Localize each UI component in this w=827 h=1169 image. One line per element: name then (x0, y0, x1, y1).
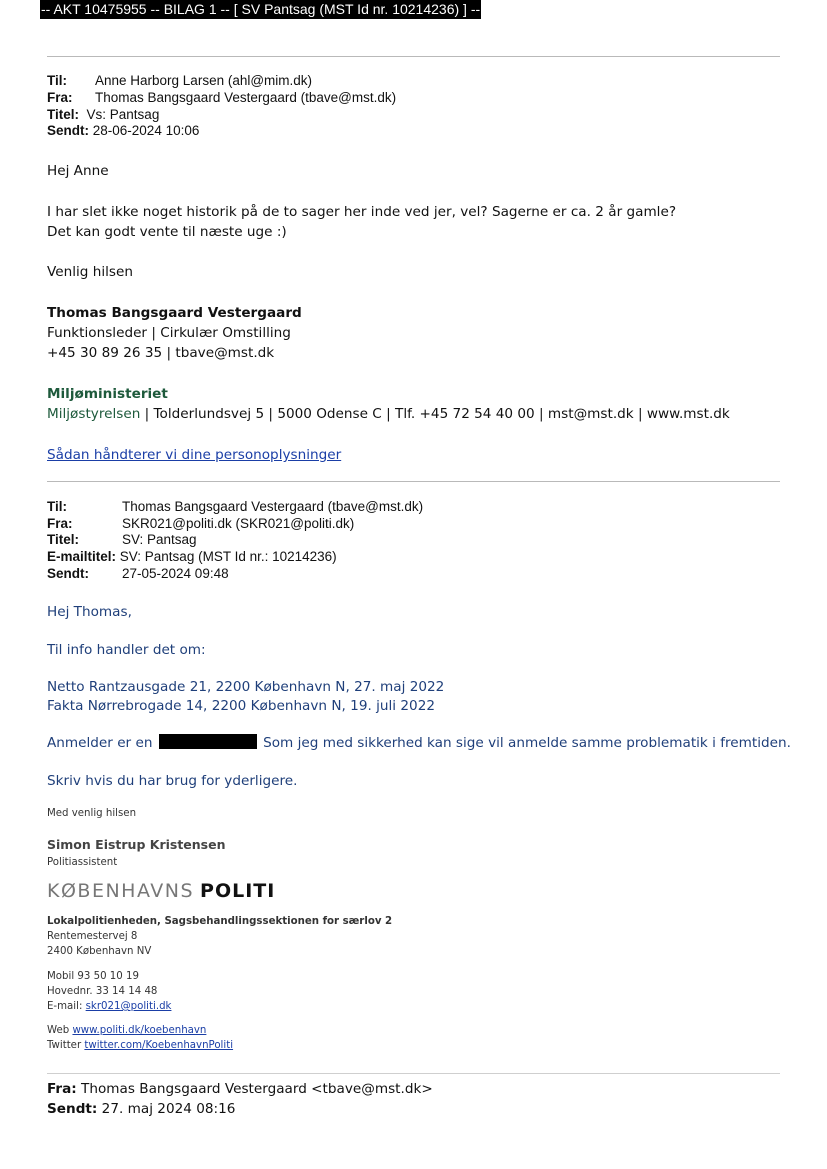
unit-name: Lokalpolitienheden, Sagsbehandlingssektionen for særlov 2 (47, 916, 393, 927)
email1-to-row (47, 73, 312, 90)
email2-sent-row (47, 566, 229, 583)
web-line (47, 1024, 206, 1037)
email-line (47, 1000, 171, 1013)
org-name: Miljøministeriet (47, 386, 168, 402)
email1-closing: Venlig hilsen (47, 264, 133, 280)
web-link[interactable]: www.politi.dk/koebenhavn (72, 1025, 207, 1036)
org-details: | Tolderlundsvej 5 | 5000 Odense C | Tlf. +45 72 54 40 00 | mst@mst.dk | www.mst.dk (140, 406, 730, 422)
email-link[interactable]: skr021@politi.dk (85, 1001, 172, 1012)
email2-case-1: Netto Rantzausgade 21, 2200 København N, 27. maj 2022 (47, 679, 445, 695)
sent-value: 28-06-2024 10:06 (92, 123, 200, 138)
mailtitle-value: SV: Pantsag (MST Id nr.: 10214236) (119, 549, 337, 564)
org-agency: Miljøstyrelsen (47, 406, 141, 422)
reporter-pre: Anmelder er en (47, 735, 153, 751)
subject-value: SV: Pantsag (122, 532, 197, 547)
to-label: Til: (47, 499, 67, 514)
redaction-block (159, 734, 257, 749)
email2-to-row (47, 499, 423, 516)
sent-label: Sendt: (47, 566, 89, 581)
sent-label: Sendt: (47, 123, 89, 138)
email-label: E-mail: (47, 1001, 86, 1012)
email1-subject-row (47, 107, 159, 124)
email2-signature-title: Politiassistent (47, 857, 118, 868)
separator-rule (47, 481, 780, 482)
subject-label: Titel: (47, 532, 80, 547)
police-logo (47, 880, 275, 902)
from-value: Thomas Bangsgaard Vestergaard (tbave@mst.dk) (95, 90, 397, 105)
email2-case-2: Fakta Nørrebrogade 14, 2200 København N, 19. juli 2022 (47, 698, 435, 714)
email2-mailtitle-row (47, 549, 337, 566)
email3-sent-row (47, 1099, 235, 1119)
to-value: Thomas Bangsgaard Vestergaard (tbave@mst.dk) (122, 499, 424, 514)
web-label: Web (47, 1025, 73, 1036)
email1-body-line2: Det kan godt vente til næste uge :) (47, 224, 287, 240)
address-line1: Rentemestervej 8 (47, 931, 138, 942)
logo-left-text: KØBENHAVNS (47, 880, 195, 902)
logo-right-text: POLITI (200, 880, 276, 902)
email1-signature-contact: +45 30 89 26 35 | tbave@mst.dk (47, 345, 275, 361)
email2-closing: Med venlig hilsen (47, 808, 137, 819)
from-label: Fra: (47, 1081, 77, 1097)
sent-value: 27. maj 2024 08:16 (97, 1101, 236, 1117)
privacy-link[interactable]: Sådan håndterer vi dine personoplysninger (47, 447, 342, 463)
subject-label: Titel: (47, 107, 80, 122)
twitter-label: Twitter (47, 1040, 85, 1051)
from-label: Fra: (47, 90, 73, 105)
twitter-line (47, 1039, 233, 1052)
email1-sent-row (47, 123, 199, 140)
mobile-number: Mobil 93 50 10 19 (47, 971, 139, 982)
email3-from-row (47, 1079, 433, 1099)
address-line2: 2400 København NV (47, 946, 152, 957)
email2-signature-name: Simon Eistrup Kristensen (47, 837, 226, 852)
from-label: Fra: (47, 516, 73, 531)
document-banner: -- AKT 10475955 -- BILAG 1 -- [ SV Pantsag (MST Id nr. 10214236) ] -- (41, 1, 481, 17)
email2-greeting: Hej Thomas, (47, 604, 132, 620)
subject-value: Vs: Pantsag (86, 107, 160, 122)
twitter-link[interactable]: twitter.com/KoebenhavnPoliti (84, 1040, 234, 1051)
org-details-line (47, 404, 730, 424)
email2-reporter-line (47, 733, 791, 753)
from-value: SKR021@politi.dk (SKR021@politi.dk) (122, 516, 355, 531)
reporter-post: Som jeg med sikkerhed kan sige vil anmelde samme problematik i fremtiden. (263, 735, 791, 751)
mailtitle-label: E-mailtitel: (47, 549, 117, 564)
email2-subject-row (47, 532, 197, 549)
email1-signature-title: Funktionsleder | Cirkulær Omstilling (47, 325, 291, 341)
email1-body-line1: I har slet ikke noget historik på de to sager her inde ved jer, vel? Sagerne er ca. 2 år gamle? (47, 204, 677, 220)
from-value: Thomas Bangsgaard Vestergaard <tbave@mst.dk> (76, 1081, 433, 1097)
to-value: Anne Harborg Larsen (ahl@mim.dk) (95, 73, 313, 88)
email1-signature-name: Thomas Bangsgaard Vestergaard (47, 305, 302, 321)
email1-greeting: Hej Anne (47, 163, 109, 179)
main-number: Hovednr. 33 14 14 48 (47, 986, 158, 997)
to-label: Til: (47, 73, 67, 88)
separator-rule (47, 56, 780, 57)
separator-rule (47, 1073, 780, 1074)
sent-label: Sendt: (47, 1101, 98, 1117)
email2-from-row (47, 516, 354, 533)
email2-more: Skriv hvis du har brug for yderligere. (47, 773, 298, 789)
sent-value: 27-05-2024 09:48 (122, 566, 229, 581)
email2-intro: Til info handler det om: (47, 642, 206, 658)
email1-from-row (47, 90, 396, 107)
